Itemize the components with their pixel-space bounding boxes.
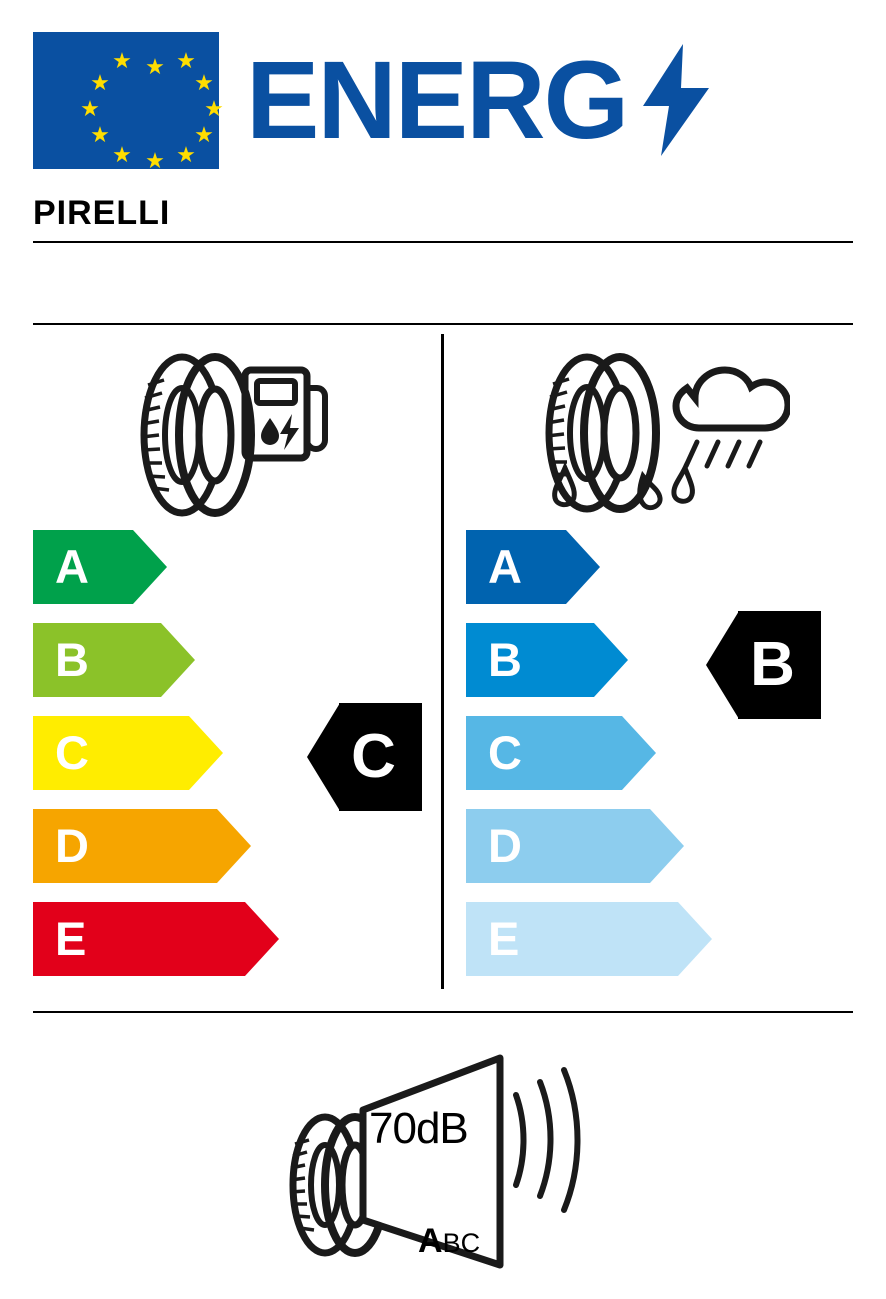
noise-class [418,1222,480,1261]
star-icon: ★ [112,48,132,73]
fuel-rating-letter: C [351,722,396,791]
noise-class-active: A [418,1222,443,1260]
brand-name: PIRELLI [33,194,171,232]
divider-vertical [441,334,444,989]
wet-grade-E-letter: E [488,912,520,965]
wet-grade-A-letter: A [488,540,522,593]
wet-rating-marker [706,611,821,719]
star-icon: ★ [145,54,165,79]
fuel-grade-D [33,809,251,883]
star-icon: ★ [194,70,214,95]
wet-grade-B-letter: B [488,633,522,686]
noise-class-rest: BC [442,1228,481,1258]
fuel-grade-B-letter: B [55,633,89,686]
star-icon: ★ [90,122,110,147]
tyre-rain-cloud-icon [525,350,790,520]
wet-grade-E [466,902,712,976]
divider-brand [33,241,853,243]
fuel-grade-C-letter: C [55,726,89,779]
divider-bottom [33,1011,853,1013]
fuel-grade-D-letter: D [55,819,89,872]
wet-grade-D-letter: D [488,819,522,872]
star-icon: ★ [90,70,110,95]
fuel-grade-B [33,623,195,697]
noise-decibel-value: 70dB [369,1104,468,1153]
wet-grade-B [466,623,628,697]
star-icon: ★ [176,48,196,73]
wet-grade-D [466,809,684,883]
fuel-grade-E [33,902,279,976]
tyre-fuel-pump-icon [120,350,330,520]
fuel-grade-A-letter: A [55,540,89,593]
fuel-rating-marker [307,703,422,811]
star-icon: ★ [112,142,132,167]
wet-grade-C-letter: C [488,726,522,779]
fuel-grade-C [33,716,223,790]
wet-grade-C [466,716,656,790]
eu-flag-icon [33,32,224,173]
wet-grade-A [466,530,600,604]
lightning-bolt-icon [643,44,709,156]
star-icon: ★ [204,96,224,121]
fuel-grade-A [33,530,167,604]
wet-rating-letter: B [750,630,795,699]
energy-wordmark: ENERG [246,39,628,162]
star-icon: ★ [176,142,196,167]
star-icon: ★ [80,96,100,121]
fuel-grade-E-letter: E [55,912,87,965]
star-icon: ★ [145,148,165,173]
divider-top [33,323,853,325]
star-icon: ★ [194,122,214,147]
